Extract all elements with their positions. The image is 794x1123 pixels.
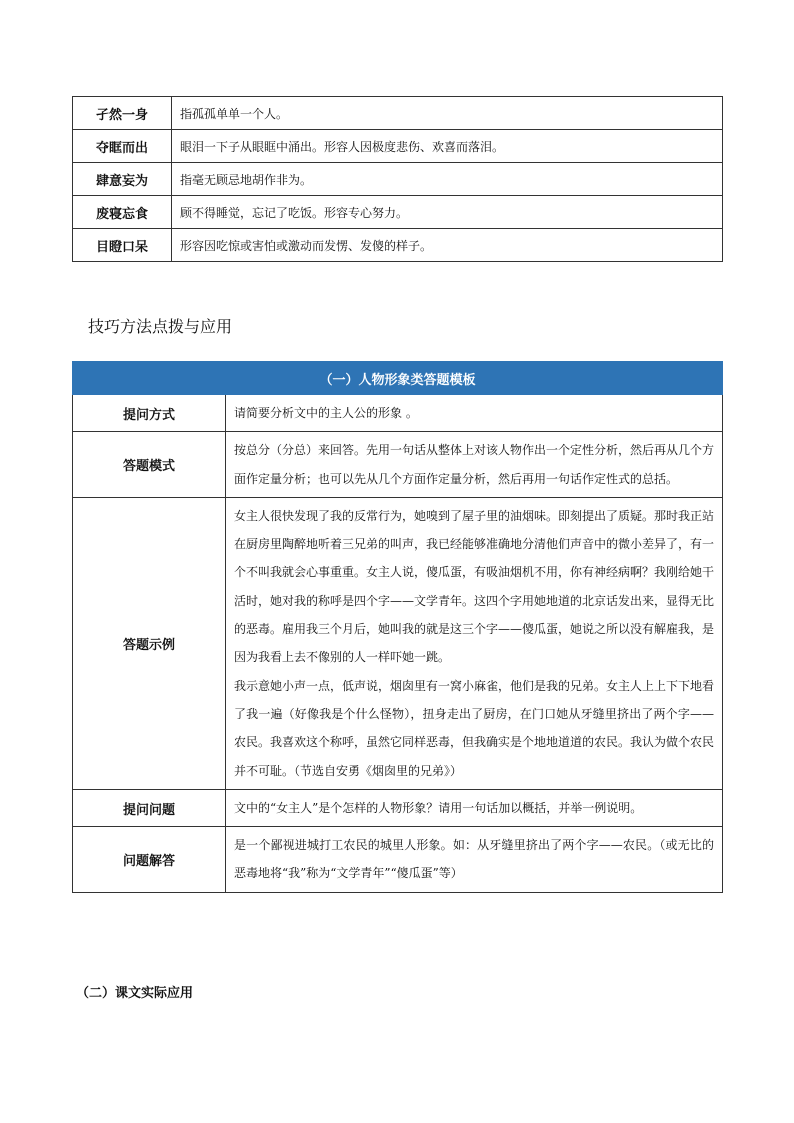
idiom-definition: 指孤孤单单一个人。 bbox=[172, 97, 723, 130]
idiom-term: 夺眶而出 bbox=[73, 130, 172, 163]
row-label: 答题示例 bbox=[73, 497, 226, 789]
table-row bbox=[73, 196, 723, 229]
table-row bbox=[73, 229, 723, 262]
idiom-definition: 顾不得睡觉，忘记了吃饭。形容专心努力。 bbox=[172, 196, 723, 229]
row-label: 提问方式 bbox=[73, 395, 226, 432]
table-row bbox=[73, 497, 723, 789]
idiom-definition: 指毫无顾忌地胡作非为。 bbox=[172, 163, 723, 196]
section-heading: 技巧方法点拨与应用 bbox=[88, 317, 233, 336]
idiom-definition: 眼泪一下子从眼眶中涌出。形容人因极度悲伤、欢喜而落泪。 bbox=[172, 130, 723, 163]
table-row bbox=[73, 362, 723, 395]
table-row bbox=[73, 163, 723, 196]
idiom-term: 孑然一身 bbox=[73, 97, 172, 130]
row-content: 是一个鄙视进城打工农民的城里人形象。如：从牙缝里挤出了两个字——农民。（或无比的恶毒地将“我”称为“文学青年”“傻瓜蛋”等） bbox=[226, 827, 723, 893]
table-row bbox=[73, 395, 723, 432]
idiom-term: 肆意妄为 bbox=[73, 163, 172, 196]
subsection-heading: （二）课文实际应用 bbox=[76, 986, 194, 1001]
table-row bbox=[73, 789, 723, 826]
row-label: 问题解答 bbox=[73, 827, 226, 893]
table-row bbox=[73, 97, 723, 130]
answer-template-table bbox=[72, 361, 723, 893]
row-content: 按总分（分总）来回答。先用一句话从整体上对该人物作出一个定性分析，然后再从几个方面作定量分析；也可以先从几个方面作定量分析，然后再用一句话作定性式的总括。 bbox=[226, 432, 723, 498]
idiom-term: 废寝忘食 bbox=[73, 196, 172, 229]
table-row bbox=[73, 130, 723, 163]
idiom-definition: 形容因吃惊或害怕或激动而发愣、发傻的样子。 bbox=[172, 229, 723, 262]
table-row bbox=[73, 827, 723, 893]
passage-paragraph: 女主人很快发现了我的反常行为，她嗅到了屋子里的油烟味。即刻提出了质疑。那时我正站在厨房里陶醉地听着三兄弟的叫声，我已经能够准确地分清他们声音中的微小差异了，有一个不叫我就会心事重重。女主人说，傻瓜蛋，有吸油烟机不用，你有神经病啊？我刚给她干活时，她对我的称呼是四个字——文学青年。这四个字用她地道的北京话发出来，显得无比的恶毒。雇用我三个月后，她叫我的就是这三个字——傻瓜蛋，她说之所以没有解雇我，是因为我看上去不像别的人一样吓她一跳。 bbox=[234, 508, 715, 665]
row-content: 文中的“女主人”是个怎样的人物形象？请用一句话加以概括，并举一例说明。 bbox=[226, 789, 723, 826]
passage-paragraph: 我示意她小声一点，低声说，烟囱里有一窝小麻雀，他们是我的兄弟。女主人上上下下地看了我一遍（好像我是个什么怪物），扭身走出了厨房，在门口她从牙缝里挤出了两个字——农民。我喜欢这个称呼，虽然它同样恶毒，但我确实是个地地道道的农民。我认为做个农民并不可耻。（节选自安勇《烟囱里的兄弟》） bbox=[234, 678, 715, 778]
template-banner: （一）人物形象类答题模板 bbox=[73, 362, 723, 395]
row-content: 请简要分析文中的主人公的形象 。 bbox=[226, 395, 723, 432]
example-passage bbox=[226, 497, 723, 789]
row-label: 答题模式 bbox=[73, 432, 226, 498]
row-label: 提问问题 bbox=[73, 789, 226, 826]
idiom-term: 目瞪口呆 bbox=[73, 229, 172, 262]
table-row bbox=[73, 432, 723, 498]
idiom-table bbox=[72, 96, 723, 262]
